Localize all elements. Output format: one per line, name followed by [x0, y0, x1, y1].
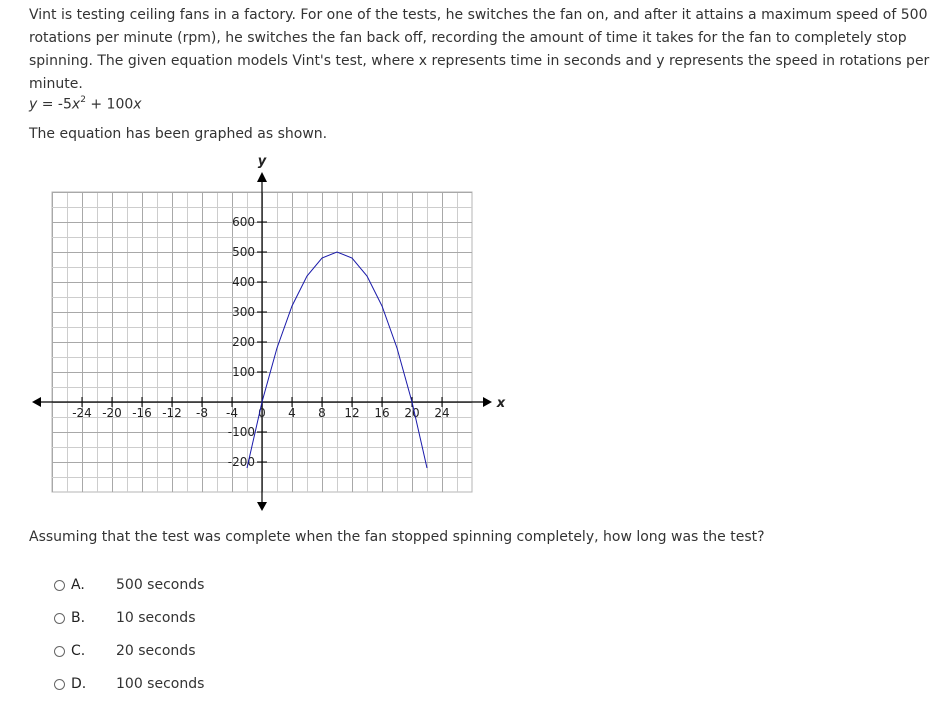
x-tick-label: 12: [344, 406, 360, 420]
choice-c[interactable]: [54, 640, 196, 662]
x-axis-left-arrow: [32, 397, 41, 407]
equation-exponent: 2: [80, 95, 86, 105]
x-tick-label: 0: [258, 406, 266, 420]
equation-linear-term: + 100: [85, 96, 134, 113]
choice-d-text: 100 seconds: [116, 676, 205, 692]
x-tick-label: 4: [288, 406, 296, 420]
x-tick-label: 20: [404, 406, 420, 420]
x-tick-label: 24: [434, 406, 450, 420]
x-tick-label: -20: [102, 406, 122, 420]
choice-b-letter: B.: [71, 610, 86, 626]
y-tick-label: 200: [232, 335, 255, 349]
x-axis-label: x: [496, 396, 506, 411]
x-tick-label: -4: [226, 406, 238, 420]
x-axis-right-arrow: [483, 397, 492, 407]
y-tick-label: -200: [227, 455, 255, 469]
radio-c[interactable]: [54, 646, 65, 657]
x-tick-label: 8: [318, 406, 326, 420]
equation-coefficient: = -5: [37, 96, 72, 113]
y-tick-label: 500: [232, 245, 255, 259]
radio-d[interactable]: [54, 679, 65, 690]
graph-caption: The equation has been graphed as shown.: [29, 126, 328, 142]
choice-a-letter: A.: [71, 577, 85, 593]
x-tick-label: -16: [132, 406, 152, 420]
y-tick-label: 400: [232, 275, 255, 289]
radio-b[interactable]: [54, 613, 65, 624]
y-axis-label: y: [257, 154, 267, 169]
question-text: Assuming that the test was complete when the fan stopped spinning completely, how long was the test?: [29, 529, 765, 545]
x-tick-label: 16: [374, 406, 390, 420]
choice-d-letter: D.: [71, 676, 87, 692]
equation-var-linear: x: [133, 96, 142, 113]
choice-a-text: 500 seconds: [116, 577, 205, 593]
choice-c-letter: C.: [71, 643, 86, 659]
radio-a[interactable]: [54, 580, 65, 591]
x-tick-label: -24: [72, 406, 92, 420]
equation-var-squared: x: [71, 96, 81, 113]
y-axis-top-arrow: [257, 172, 267, 182]
y-tick-label: 600: [232, 215, 255, 229]
x-tick-label: -8: [196, 406, 208, 420]
y-tick-label: 300: [232, 305, 255, 319]
choice-a[interactable]: [54, 574, 204, 596]
y-tick-label: 100: [232, 365, 255, 379]
x-tick-label: -12: [162, 406, 182, 420]
choice-d[interactable]: [54, 673, 204, 695]
y-axis-bottom-arrow: [257, 502, 267, 511]
y-tick-label: -100: [227, 425, 255, 439]
problem-statement: Vint is testing ceiling fans in a factory. For one of the tests, he switches the fan on, and after it attains a maximum speed of 500 rotations per minute (rpm), he switches the fan back off, recording the amount of time it takes for the fan to completely stop spinning. The given equation models Vint's test, where x represents time in seconds and y represents the speed in rotations per minute.: [29, 7, 930, 92]
choice-b[interactable]: [54, 607, 196, 629]
choice-b-text: 10 seconds: [116, 610, 196, 626]
equation-lhs: y: [29, 96, 38, 113]
choice-c-text: 20 seconds: [116, 643, 196, 659]
